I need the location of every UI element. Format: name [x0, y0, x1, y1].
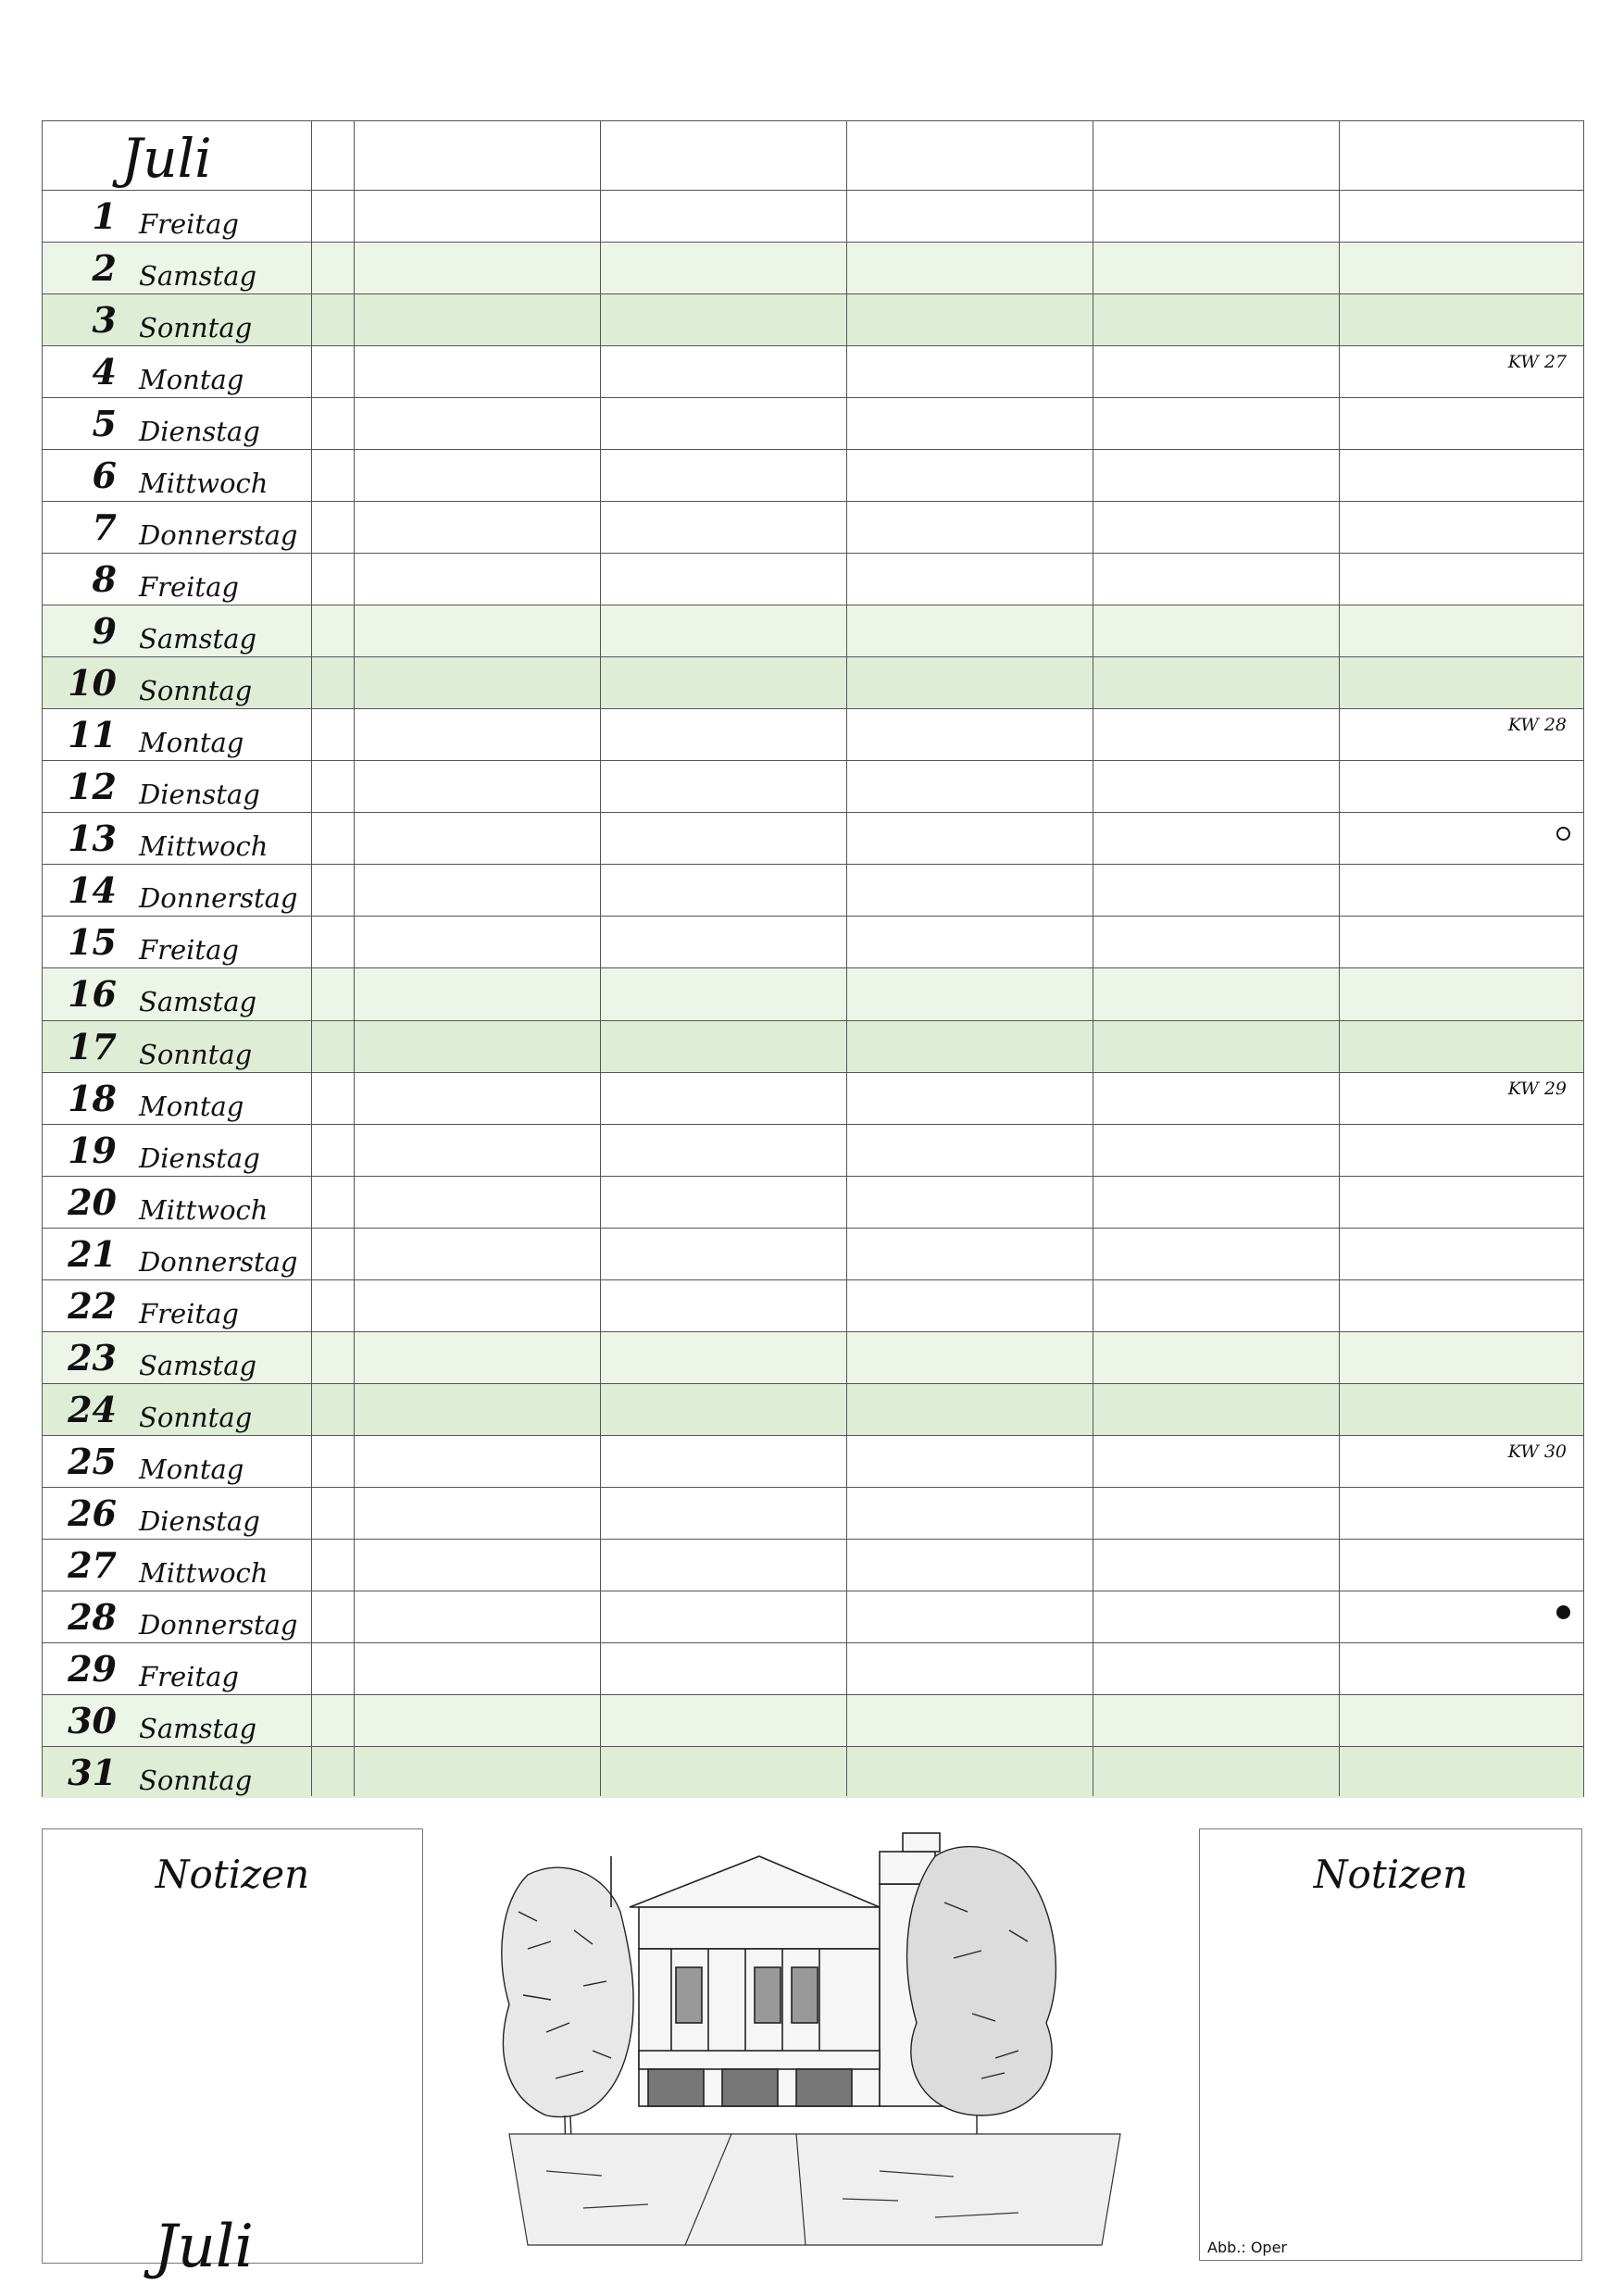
day-number: 7: [92, 506, 117, 549]
day-name: Sonntag: [139, 1401, 253, 1433]
day-number: 16: [68, 973, 117, 1016]
day-row[interactable]: [43, 1331, 1583, 1383]
day-row[interactable]: [43, 1435, 1583, 1487]
day-number: 26: [68, 1491, 117, 1534]
day-name: Sonntag: [139, 675, 253, 707]
day-number: 27: [68, 1543, 117, 1586]
day-row[interactable]: [43, 449, 1583, 501]
day-row[interactable]: [43, 916, 1583, 967]
day-row[interactable]: [43, 1487, 1583, 1539]
day-row[interactable]: [43, 605, 1583, 656]
day-row[interactable]: [43, 708, 1583, 760]
week-number: KW 29: [1507, 1078, 1567, 1099]
day-row[interactable]: [43, 345, 1583, 397]
day-number: 14: [68, 869, 117, 912]
column-divider: [846, 121, 847, 1796]
notes-title: Notizen: [1313, 1852, 1468, 1897]
day-name: Montag: [139, 1453, 244, 1485]
lawn-icon: [509, 2134, 1120, 2245]
day-row[interactable]: [43, 1642, 1583, 1694]
day-name: Samstag: [139, 260, 257, 293]
day-row[interactable]: [43, 812, 1583, 864]
day-number: 11: [68, 714, 117, 756]
day-number: 17: [68, 1025, 117, 1067]
day-row[interactable]: [43, 967, 1583, 1019]
day-number: 6: [92, 455, 117, 497]
calendar-grid: [42, 120, 1584, 1797]
day-name: Mittwoch: [139, 1556, 269, 1589]
day-number: 9: [92, 610, 117, 653]
day-name: Sonntag: [139, 1038, 253, 1070]
notes-box-right[interactable]: [1199, 1828, 1582, 2261]
day-number: 2: [92, 247, 117, 290]
notes-month-label: Juli: [154, 2213, 254, 2281]
day-number: 23: [68, 1336, 117, 1379]
day-name: Dienstag: [139, 779, 260, 811]
day-row[interactable]: [43, 760, 1583, 812]
column-divider: [354, 121, 355, 1796]
day-number: 19: [68, 1129, 117, 1171]
opera-house-illustration: [491, 1819, 1139, 2264]
day-row[interactable]: [43, 501, 1583, 553]
day-number: 5: [92, 403, 117, 445]
day-name: Freitag: [139, 208, 239, 240]
day-name: Montag: [139, 1090, 244, 1122]
day-number: 31: [68, 1751, 117, 1793]
day-number: 21: [68, 1232, 117, 1275]
day-name: Freitag: [139, 1660, 239, 1692]
day-number: 24: [68, 1388, 117, 1430]
day-number: 20: [68, 1180, 117, 1223]
image-caption: Abb.: Oper: [1207, 2239, 1287, 2256]
day-name: Donnerstag: [139, 519, 298, 552]
day-name: Freitag: [139, 1297, 239, 1329]
day-row[interactable]: [43, 656, 1583, 708]
day-name: Freitag: [139, 571, 239, 604]
day-number: 1: [92, 195, 117, 237]
day-number: 22: [68, 1284, 117, 1327]
week-number: KW 28: [1507, 715, 1567, 736]
day-name: Donnerstag: [139, 882, 298, 915]
day-number: 13: [68, 817, 117, 860]
day-name: Freitag: [139, 934, 239, 967]
day-number: 15: [68, 921, 117, 964]
notes-box-left[interactable]: [42, 1828, 423, 2281]
week-number: KW 27: [1507, 352, 1567, 373]
day-number: 3: [92, 299, 117, 342]
day-row[interactable]: [43, 397, 1583, 449]
month-title: Juli: [121, 127, 212, 190]
day-row[interactable]: [43, 1694, 1583, 1746]
day-name: Montag: [139, 364, 244, 396]
day-row[interactable]: [43, 1383, 1583, 1435]
day-row[interactable]: [43, 553, 1583, 605]
day-name: Donnerstag: [139, 1245, 298, 1278]
day-row[interactable]: [43, 242, 1583, 293]
full-moon-icon: [1556, 1605, 1570, 1619]
day-number: 8: [92, 558, 117, 601]
day-number: 18: [68, 1077, 117, 1119]
day-row[interactable]: [43, 1072, 1583, 1124]
day-row[interactable]: [43, 1591, 1583, 1642]
day-number: 29: [68, 1647, 117, 1690]
week-number: KW 30: [1507, 1441, 1567, 1462]
day-name: Montag: [139, 727, 244, 759]
day-name: Mittwoch: [139, 830, 269, 863]
notes-title: Notizen: [155, 1852, 310, 1897]
day-name: Samstag: [139, 623, 257, 655]
day-number: 30: [68, 1699, 117, 1741]
day-number: 10: [68, 662, 117, 705]
day-name: Donnerstag: [139, 1608, 298, 1641]
column-divider: [311, 121, 312, 1796]
day-row[interactable]: [43, 1124, 1583, 1176]
column-divider: [600, 121, 601, 1796]
day-row[interactable]: [43, 1176, 1583, 1228]
day-name: Sonntag: [139, 312, 253, 344]
day-number: 28: [68, 1595, 117, 1638]
day-name: Dienstag: [139, 416, 260, 448]
day-name: Dienstag: [139, 1504, 260, 1537]
day-name: Samstag: [139, 986, 257, 1018]
new-moon-icon: [1556, 827, 1570, 841]
day-name: Samstag: [139, 1349, 257, 1381]
day-name: Dienstag: [139, 1142, 260, 1174]
column-divider: [1339, 121, 1340, 1796]
day-row[interactable]: [43, 1746, 1583, 1798]
day-name: Mittwoch: [139, 1193, 269, 1226]
day-name: Samstag: [139, 1712, 257, 1744]
day-name: Mittwoch: [139, 468, 269, 500]
day-name: Sonntag: [139, 1764, 253, 1796]
day-row[interactable]: [43, 1279, 1583, 1331]
day-number: 25: [68, 1440, 117, 1482]
day-row[interactable]: [43, 1228, 1583, 1279]
day-number: 4: [92, 351, 117, 393]
day-row[interactable]: [43, 1020, 1583, 1072]
day-row[interactable]: [43, 190, 1583, 242]
day-row[interactable]: [43, 864, 1583, 916]
day-row[interactable]: [43, 293, 1583, 345]
day-number: 12: [68, 766, 117, 808]
day-row[interactable]: [43, 1539, 1583, 1591]
